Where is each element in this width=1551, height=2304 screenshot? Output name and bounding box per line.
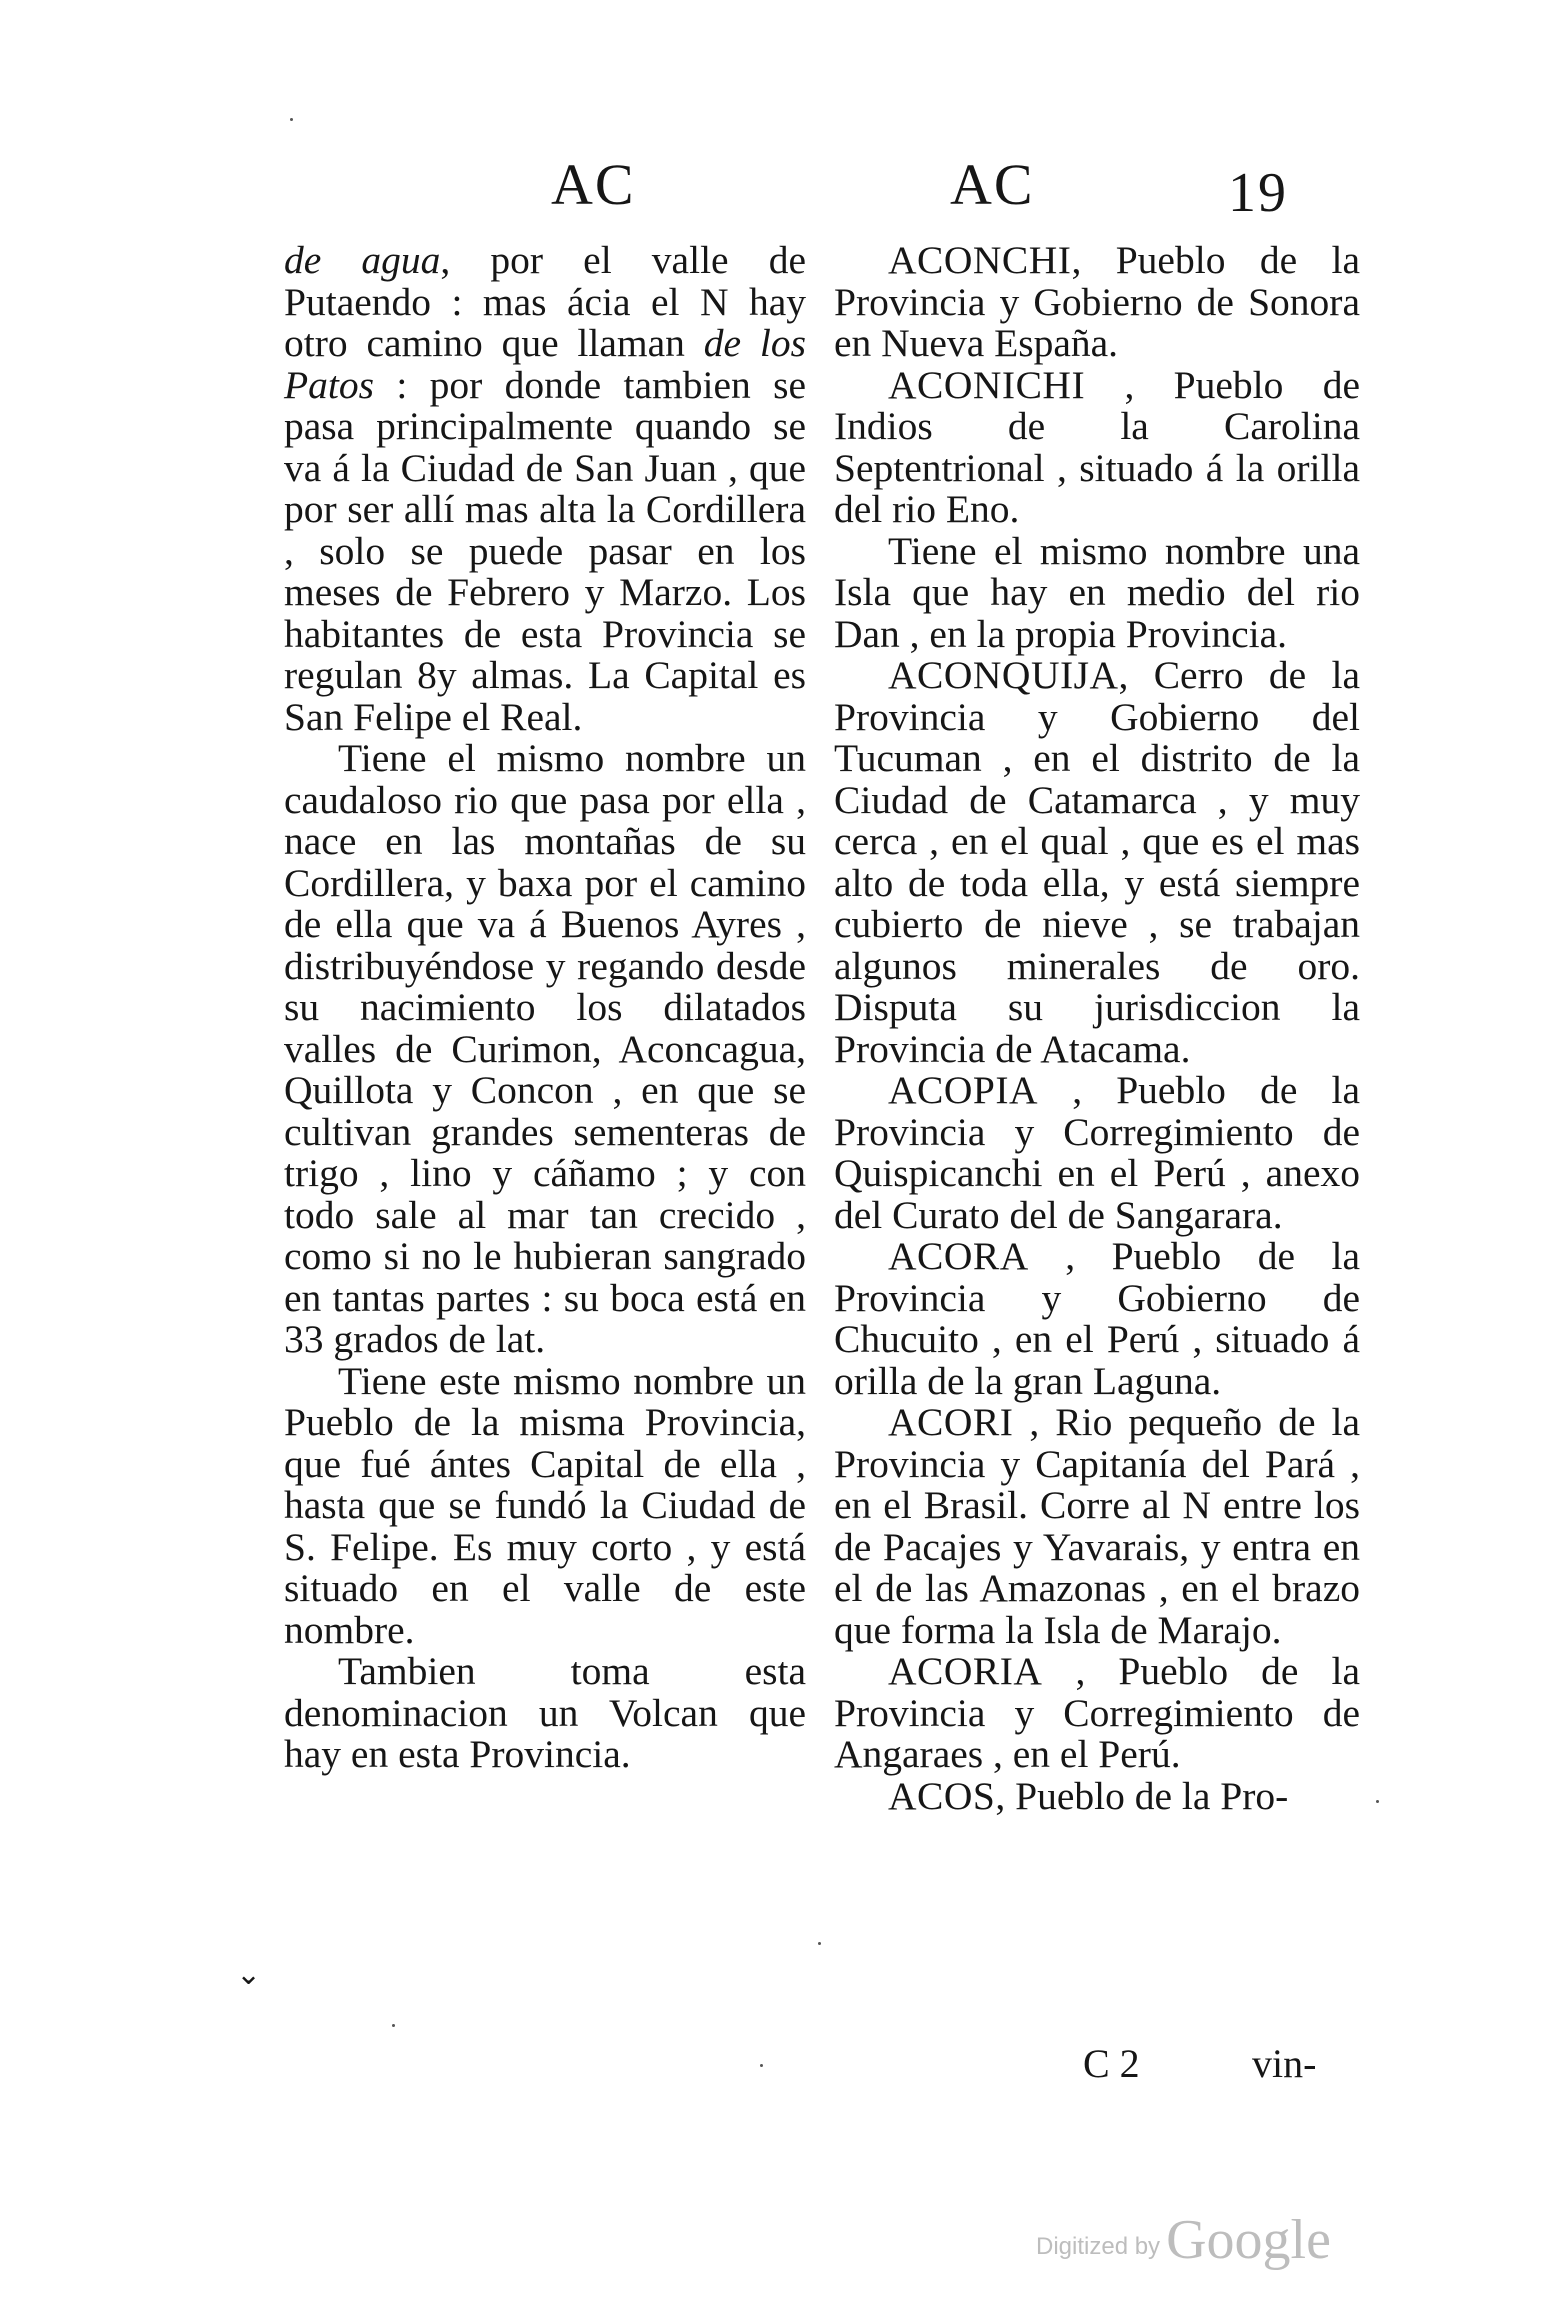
left-paragraph-4: Tambien toma esta denominacion un Volcan que hay en esta Provincia. xyxy=(284,1649,806,1776)
entry-acos xyxy=(834,1773,1360,1818)
left-column xyxy=(284,240,806,1776)
entry-text: , Cerro de la Provincia y Gobierno del Tucuman , en el distrito de la Ciudad de Catamarca , y muy cerca , en el qual , que es el mas alto de toda ella, y está siempre cubierto de nieve , se trabajan algunos minerales de oro. Disputa su jurisdiccion la Provincia de Atacama. xyxy=(834,653,1360,1071)
italic-phrase: de los Patos xyxy=(284,321,806,407)
left-running-head: AC xyxy=(551,152,636,217)
entry-text: , Pueblo de la Provincia y Corregimiento de Angaraes , en el Perú. xyxy=(834,1649,1360,1776)
entry-acoria xyxy=(834,1651,1360,1776)
entry-headword: ACONQUIJA xyxy=(888,653,1119,697)
text-run: , por el valle de Putaendo : mas ácia el N hay otro camino que llaman xyxy=(284,238,806,365)
entry-text: , Pueblo de la Provincia y Gobierno de Chucuito , en el Perú , situado á orilla de la gran Laguna. xyxy=(834,1234,1360,1403)
ink-speck xyxy=(1376,1800,1379,1803)
entry-acori xyxy=(834,1402,1360,1651)
entry-text: , Rio pequeño de la Provincia y Capitanía del Pará , en el Brasil. Corre al N entre los de Pacajes y Yavarais, y entra en el de las Amazonas , en el brazo que forma la Isla de Marajo. xyxy=(834,1400,1360,1652)
entry-headword: ACONICHI xyxy=(888,362,1086,407)
margin-mark-icon: ⌄ xyxy=(236,1958,262,1991)
right-running-head: AC xyxy=(950,152,1035,217)
digitized-watermark xyxy=(1036,2208,1331,2272)
entry-aconquija xyxy=(834,655,1360,1070)
left-paragraph-3: Tiene este mismo nombre un Pueblo de la misma Provincia, que fué ántes Capital de ella , hasta que se fundó la Ciudad de S. Felipe. Es muy corto , y está situado en el valle de este nombre. xyxy=(284,1358,806,1652)
entry-aconichi-note: Tiene el mismo nombre una Isla que hay en medio del rio Dan , en la propia Provincia. xyxy=(834,528,1360,656)
entry-text: , Pueblo de la Provincia y Corregimiento de Quispicanchi en el Perú , anexo del Curato del de Sangarara. xyxy=(834,1068,1360,1237)
left-paragraph-1 xyxy=(284,240,806,738)
ink-speck xyxy=(290,118,293,121)
entry-headword: ACORI xyxy=(888,1400,1014,1444)
signature-mark: C 2 xyxy=(1083,2041,1140,2086)
entry-text: , Pueblo de Indios de la Carolina Septentrional , situado á la orilla del rio Eno. xyxy=(834,362,1360,531)
catchword: vin- xyxy=(1252,2041,1317,2086)
entry-aconchi xyxy=(834,240,1360,365)
ink-speck xyxy=(392,2024,395,2027)
entry-headword: ACORIA xyxy=(888,1649,1043,1693)
entry-headword: ACOPIA xyxy=(888,1068,1039,1112)
ink-speck xyxy=(760,2064,763,2067)
google-logo: Google xyxy=(1166,2209,1331,2271)
entry-aconichi xyxy=(834,362,1360,531)
right-column xyxy=(834,240,1360,1817)
entry-acopia xyxy=(834,1070,1360,1236)
entry-text: , Pueblo de la Pro- xyxy=(995,1773,1289,1818)
left-paragraph-2: Tiene el mismo nombre un caudaloso rio que pasa por ella , nace en las montañas de su Cordillera, y baxa por el camino de ella que va á Buenos Ayres , distribuyéndose y regando desde su nacimiento los dilatados valles de Curimon, Aconcagua, Quillota y Concon , en que se cultivan grandes sementeras de trigo , lino y cáñamo ; y con todo sale al mar tan crecido , como si no le hubieran sangrado en tantas partes : su boca está en 33 grados de lat. xyxy=(284,736,806,1361)
watermark-prefix: Digitized by xyxy=(1036,2233,1161,2260)
entry-headword: ACONCHI xyxy=(888,238,1072,282)
ink-speck xyxy=(818,1942,821,1945)
italic-phrase: de agua xyxy=(284,238,441,282)
entry-acora xyxy=(834,1236,1360,1402)
text-run: : por donde tambien se pasa principalmente quando se va á la Ciudad de San Juan , que por ser allí mas alta la Cordillera , solo se puede pasar en los meses de Febrero y Marzo. Los habitantes de esta Provincia se regulan 8y almas. La Capital es San Felipe el Real. xyxy=(284,362,806,739)
page-number: 19 xyxy=(1228,162,1288,224)
entry-text: , Pueblo de la Provincia y Gobierno de Sonora en Nueva España. xyxy=(834,238,1360,365)
entry-headword: ACOS xyxy=(888,1773,996,1818)
entry-headword: ACORA xyxy=(888,1234,1029,1278)
